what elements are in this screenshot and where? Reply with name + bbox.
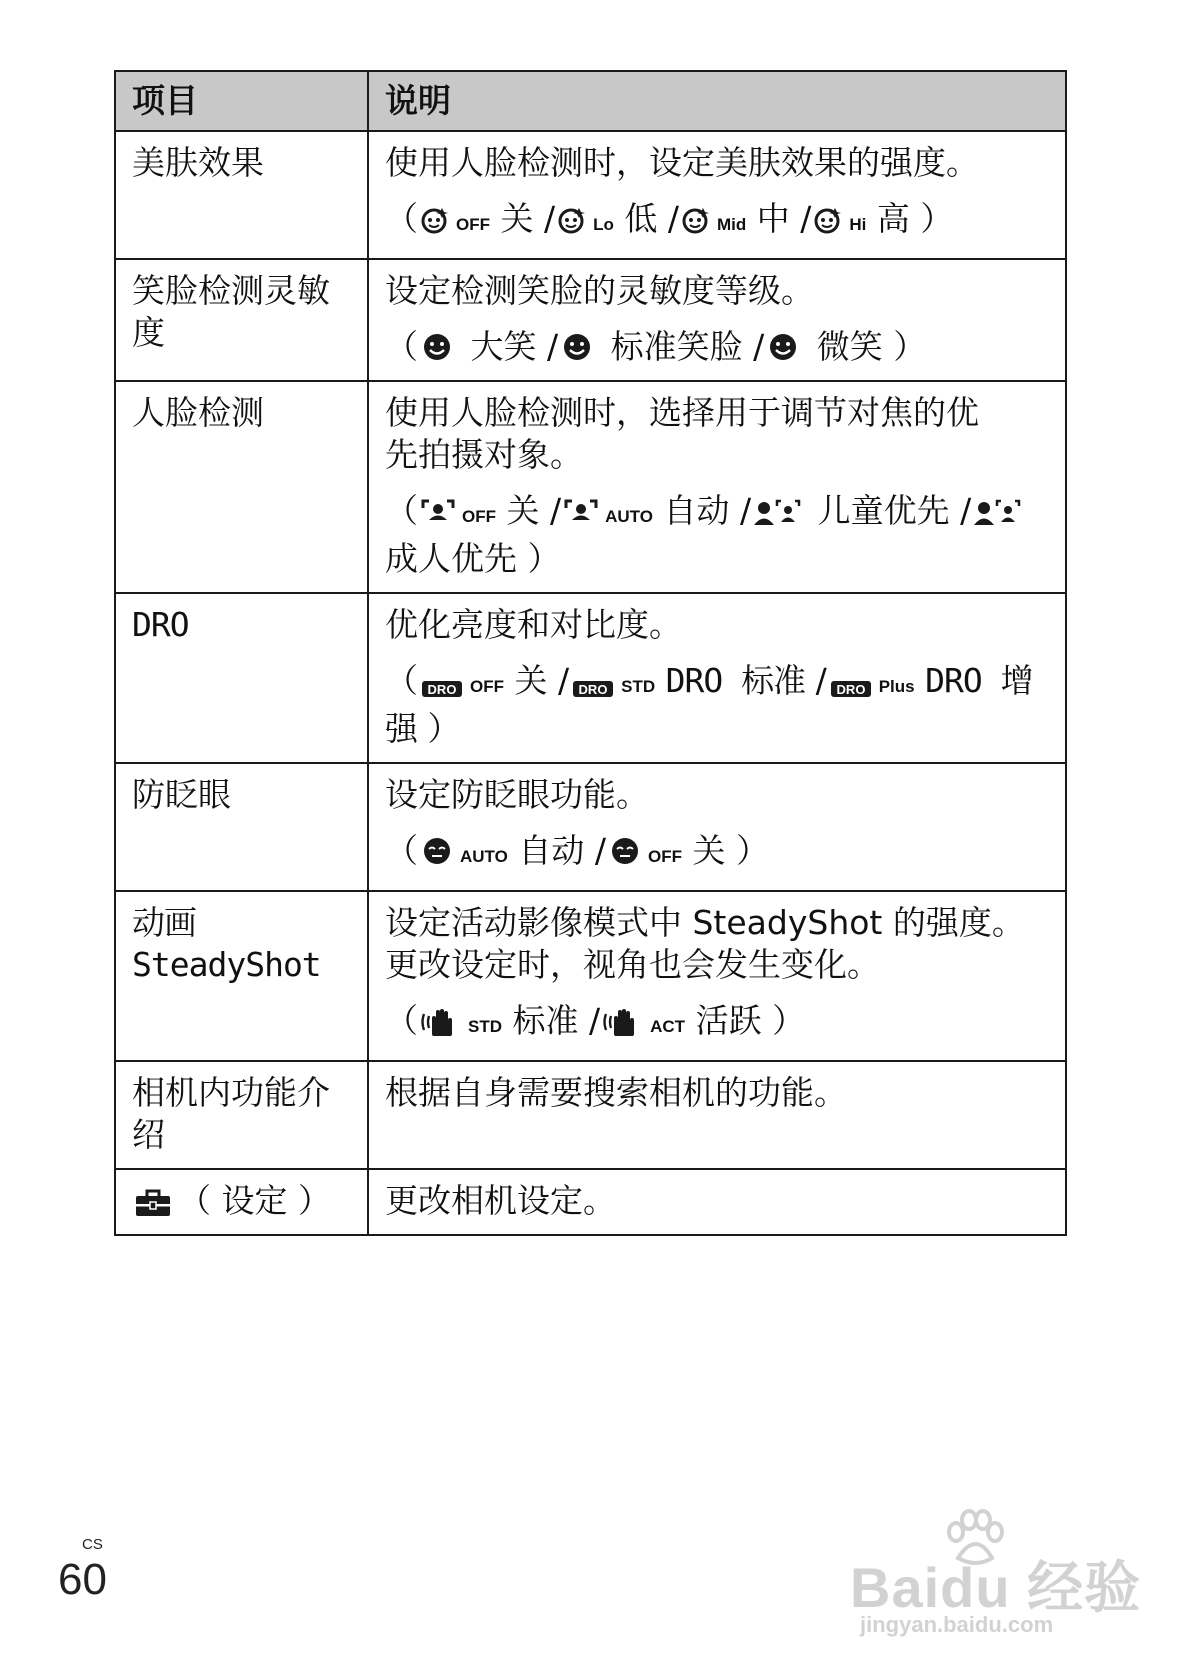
icon-sub-label: Plus: [878, 677, 915, 696]
item-cell: [115, 891, 368, 1061]
svg-text:DRO: DRO: [578, 682, 608, 697]
dro-off-icon: [420, 680, 464, 698]
item-label: DRO: [132, 605, 189, 644]
icon-sub-label: Mid: [717, 215, 747, 234]
table-row: [115, 891, 1066, 1061]
page-number: 60: [58, 1555, 107, 1604]
icon-sub-label: STD: [468, 1017, 502, 1036]
description-cell: [368, 593, 1066, 763]
option-label: 中: [756, 199, 790, 238]
option-label: 儿童优先: [817, 491, 950, 530]
icon-sub-label: STD: [621, 677, 656, 696]
header-description: 说明: [368, 71, 1066, 131]
description-text: 先拍摄对象。: [385, 435, 583, 474]
adult-priority-icon: [973, 498, 1021, 528]
svg-text:DRO: DRO: [836, 682, 866, 697]
option-label: 活跃: [695, 1001, 762, 1040]
steadyshot-active-icon: [602, 1006, 644, 1038]
icon-sub-label: Lo: [593, 215, 614, 234]
icon-sub-label: Hi: [849, 215, 867, 234]
option-label: 大笑: [470, 327, 537, 366]
options-line: （ AUTO 自动 / OFF 关 ）: [385, 831, 769, 870]
option-label: 关: [506, 491, 540, 530]
slight-smile-icon: [766, 330, 800, 364]
options-line: （ STD 标准 / ACT 活跃 ）: [385, 1001, 806, 1040]
description-text: 更改设定时，视角也会发生变化。: [385, 945, 880, 984]
item-label: 人脸检测: [132, 393, 264, 432]
item-cell: [115, 763, 368, 891]
face-detect-auto-icon: [563, 498, 599, 528]
icon-sub-label: OFF: [456, 215, 490, 234]
item-cell: [115, 1169, 368, 1235]
table-row: [115, 1169, 1066, 1235]
soft-skin-mid-icon: [681, 206, 711, 236]
watermark-url: jingyan.baidu.com: [860, 1612, 1054, 1637]
description-cell: [368, 259, 1066, 381]
description-text: 使用人脸检测时，选择用于调节对焦的优: [385, 393, 979, 432]
item-cell: [115, 131, 368, 259]
normal-smile-icon: [560, 330, 594, 364]
option-label: 微笑: [816, 327, 883, 366]
options-line: （ OFF 关 / Lo 低 / Mid 中 / Hi 高 ）: [385, 199, 954, 238]
dro-plus-icon: [829, 680, 873, 698]
table-row: [115, 131, 1066, 259]
svg-text:DRO: DRO: [427, 682, 457, 697]
description-text: 设定活动影像模式中 SteadyShot 的强度。: [385, 903, 1025, 942]
table-row: [115, 1061, 1066, 1169]
option-label: 关: [500, 199, 534, 238]
settings-table: [114, 70, 1067, 1236]
icon-sub-label: OFF: [647, 847, 682, 866]
description-text: 设定防眨眼功能。: [385, 775, 649, 814]
soft-skin-low-icon: [557, 206, 587, 236]
option-label: 关: [514, 661, 548, 700]
option-label: 成人优先: [385, 539, 517, 578]
item-label: 相机内功能介绍: [132, 1073, 330, 1154]
option-label: 自动: [663, 491, 730, 530]
option-label: 关: [692, 831, 726, 870]
soft-skin-high-icon: [813, 206, 843, 236]
item-label: （ 设定 ）: [178, 1181, 331, 1220]
big-smile-icon: [420, 330, 454, 364]
item-cell: [115, 259, 368, 381]
option-label: DRO 标准: [665, 661, 806, 700]
description-cell: [368, 763, 1066, 891]
icon-sub-label: AUTO: [605, 507, 653, 526]
toolbox-icon: [134, 1188, 172, 1218]
item-cell: [115, 381, 368, 593]
dro-std-icon: [571, 680, 615, 698]
icon-sub-label: AUTO: [460, 847, 508, 866]
blink-auto-icon: [420, 834, 454, 868]
table-row: [115, 381, 1066, 593]
description-text: 更改相机设定。: [385, 1181, 616, 1220]
description-cell: [368, 131, 1066, 259]
option-label: 自动: [518, 831, 585, 870]
description-cell: [368, 1169, 1066, 1235]
option-label: DRO 增强: [385, 661, 1033, 748]
soft-skin-off-icon: [420, 206, 450, 236]
option-label: 标准: [512, 1001, 579, 1040]
item-label: 动画 SteadyShot: [132, 903, 321, 984]
option-label: 高: [876, 199, 910, 238]
page-language: CS: [82, 1536, 103, 1553]
description-text: 优化亮度和对比度。: [385, 605, 682, 644]
icon-sub-label: ACT: [650, 1017, 686, 1036]
item-label: 防眨眼: [132, 775, 231, 814]
steadyshot-std-icon: [420, 1006, 462, 1038]
table-row: [115, 763, 1066, 891]
options-line: （ OFF 关 / AUTO 自动 / 儿童优先 / 成人优先 ）: [385, 490, 1051, 580]
description-text: 使用人脸检测时，设定美肤效果的强度。: [385, 143, 979, 182]
options-line: （ DRO OFF 关 / DRO STD DRO 标准 / DRO Plus DRO 增强 ）: [385, 661, 1033, 748]
child-priority-icon: [753, 498, 801, 528]
table-header-row: [115, 71, 1066, 131]
options-line: （ 大笑 / 标准笑脸 / 微笑 ）: [385, 327, 927, 366]
face-detect-off-icon: [420, 498, 456, 528]
icon-sub-label: OFF: [462, 507, 496, 526]
table-row: [115, 593, 1066, 763]
item-label: 笑脸检测灵敏度: [132, 271, 330, 352]
description-cell: [368, 891, 1066, 1061]
watermark-brand: Baidu 经验: [850, 1556, 1142, 1619]
item-cell: [115, 593, 368, 763]
description-cell: [368, 1061, 1066, 1169]
blink-off-icon: [608, 834, 642, 868]
item-label: 美肤效果: [132, 143, 264, 182]
option-label: 低: [624, 199, 658, 238]
description-text: 设定检测笑脸的灵敏度等级。: [385, 271, 814, 310]
description-cell: [368, 381, 1066, 593]
option-label: 标准笑脸: [610, 327, 743, 366]
header-item: 项目: [115, 71, 368, 131]
icon-sub-label: OFF: [470, 677, 504, 696]
table-row: [115, 259, 1066, 381]
description-text: 根据自身需要搜索相机的功能。: [385, 1073, 847, 1112]
item-cell: [115, 1061, 368, 1169]
baidu-watermark: [850, 1508, 1150, 1658]
